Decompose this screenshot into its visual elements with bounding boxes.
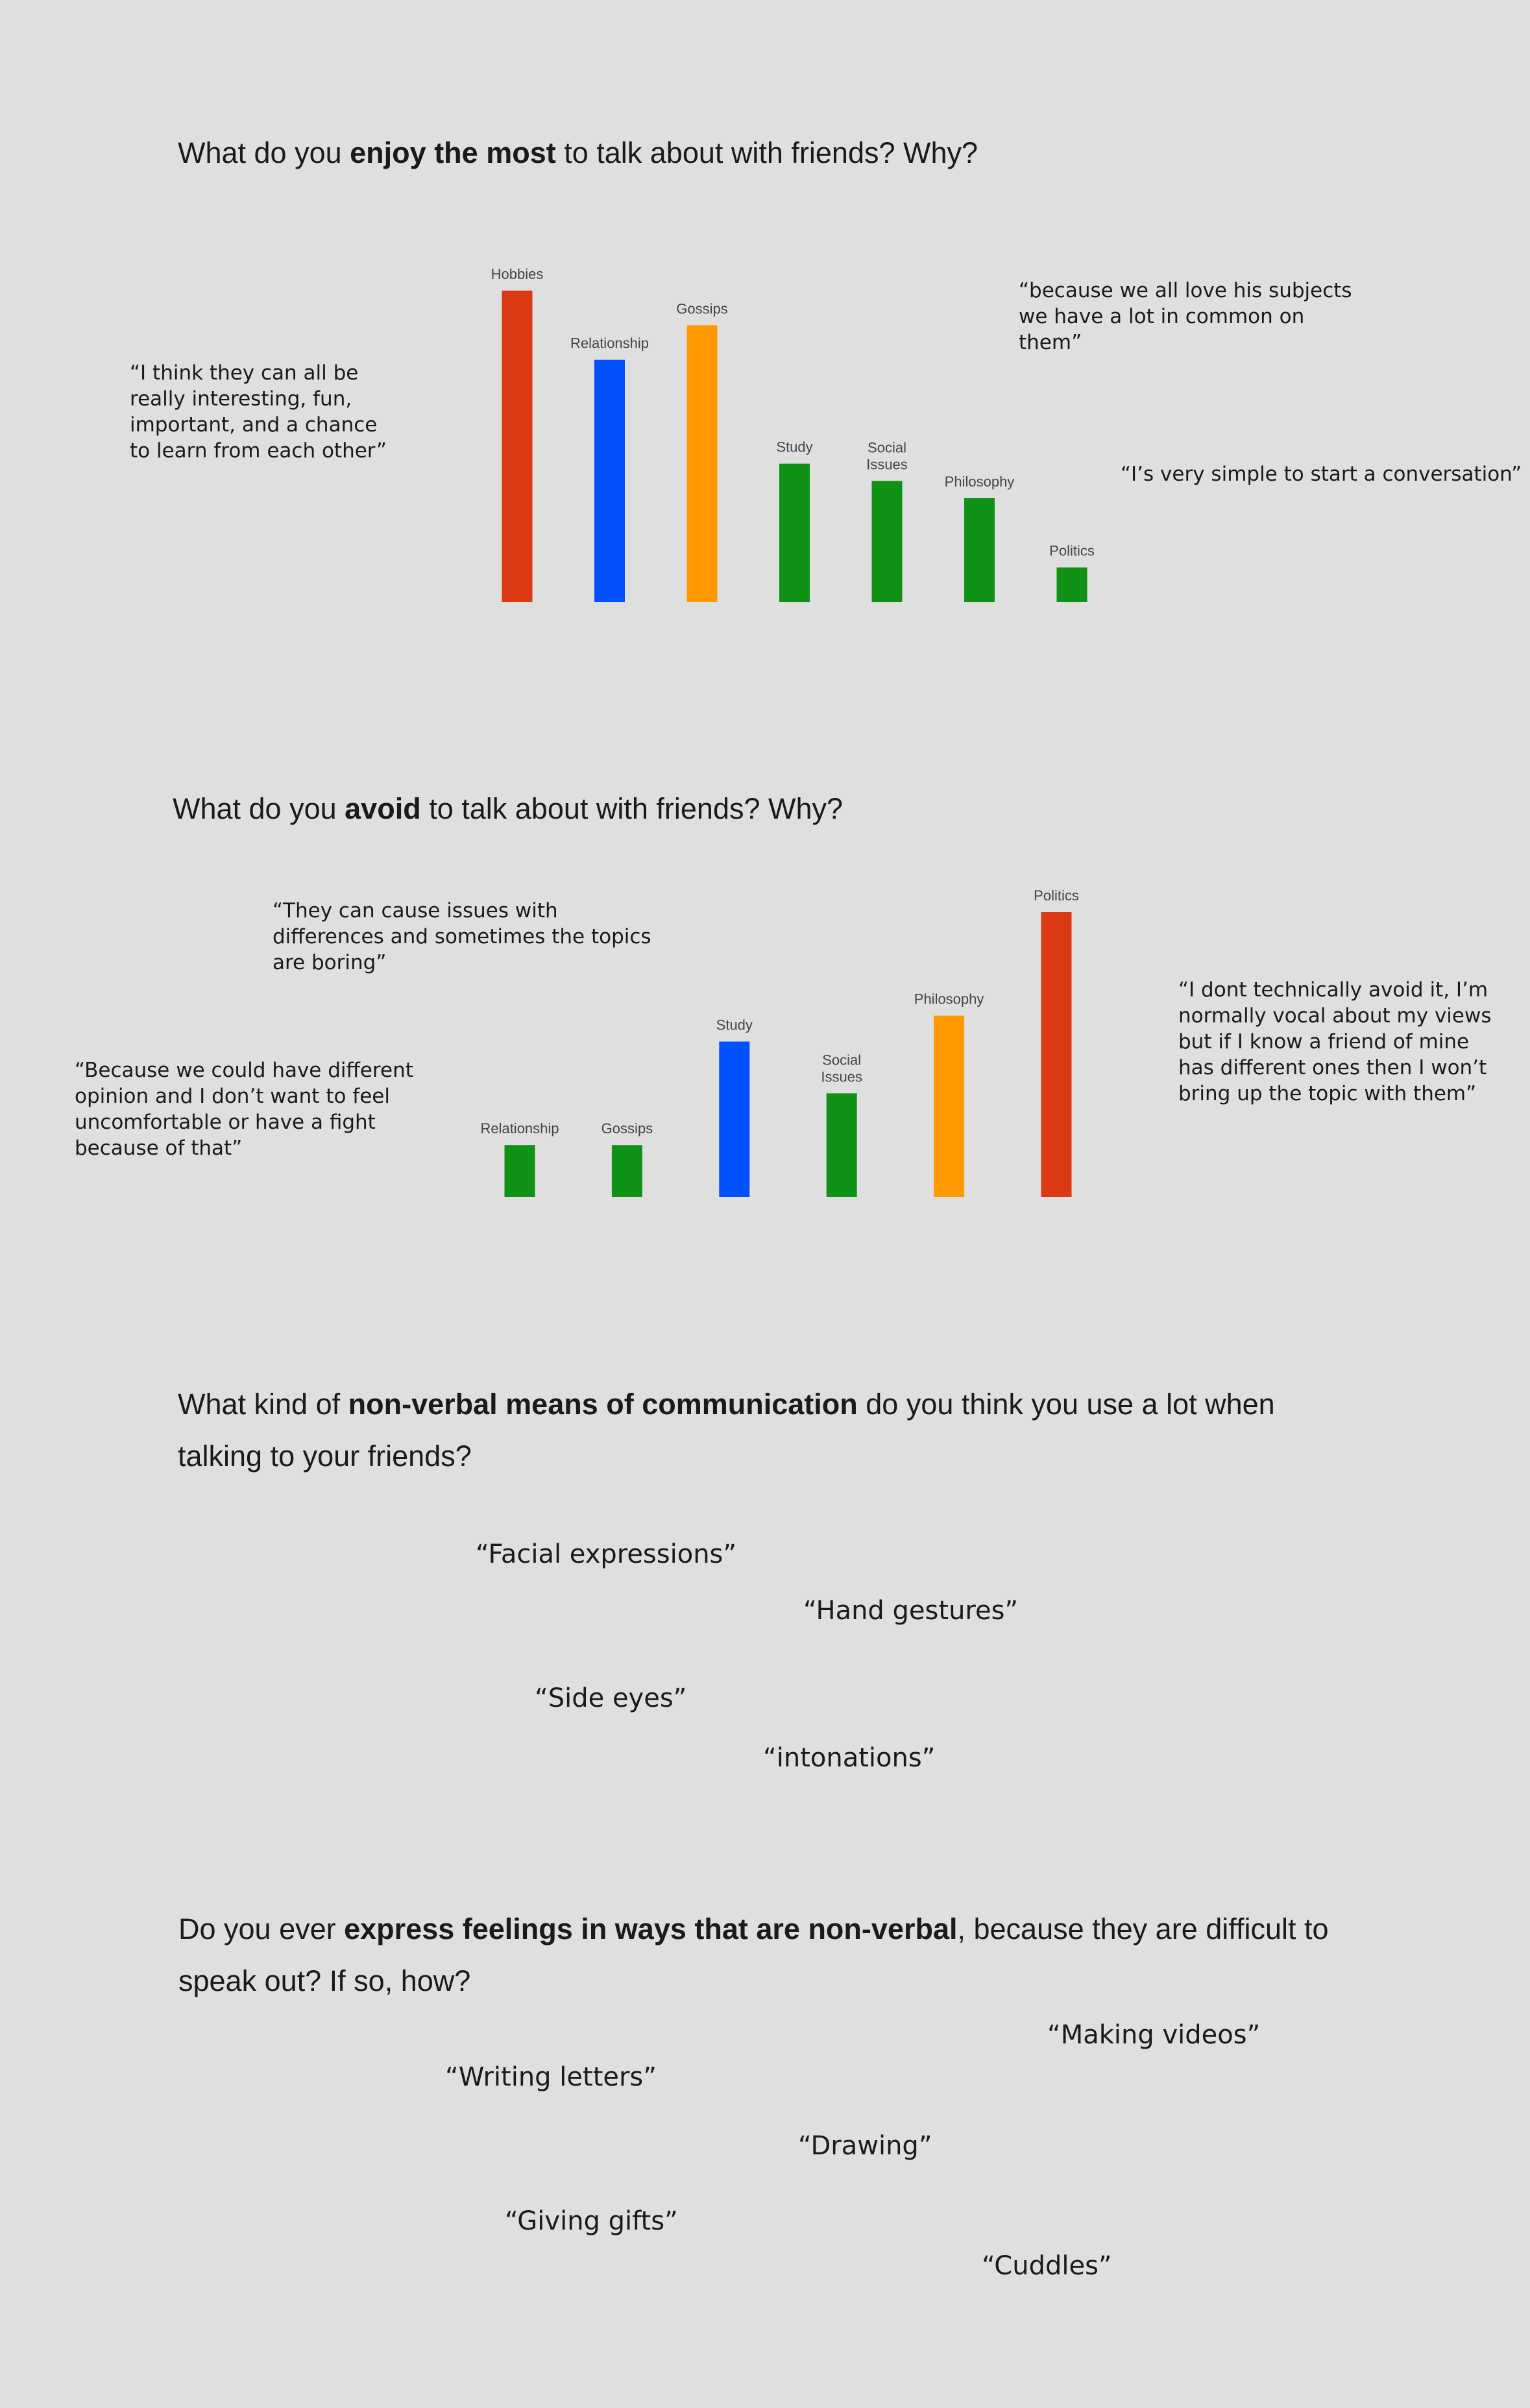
bar-label-study: Study [716, 1017, 753, 1033]
bar-label-gossips: Gossips [676, 300, 728, 317]
quote-different-opinion: “Because we could have different opinion and I don’t want to feel uncomfortable or have a fight because of that” [75, 1059, 413, 1160]
quote-interesting-fun: “I think they can all be really interesting, fun, important, and a chance to learn from each other” [130, 361, 387, 463]
bar-politics [1041, 912, 1072, 1197]
answer-hand-gestures: “Hand gestures” [803, 1596, 1019, 1626]
answer-cuddles: “Cuddles” [982, 2251, 1112, 2281]
bar-hobbies [502, 291, 533, 602]
answer-drawing: “Drawing” [798, 2131, 932, 2161]
bar-gossips [612, 1145, 642, 1197]
question-avoid: What do you avoid to talk about with friends? Why? [173, 792, 844, 825]
quote-simple-conversation: “I’s very simple to start a conversation” [1121, 463, 1522, 486]
bar-label-study: Study [776, 439, 813, 455]
answer-facial-expressions: “Facial expressions” [476, 1539, 737, 1569]
bar-label-relationship: Relationship [480, 1120, 559, 1137]
bar-philosophy [934, 1016, 964, 1197]
bar-study [719, 1042, 749, 1197]
bar-philosophy [964, 498, 995, 602]
bar-label-hobbies: Hobbies [491, 266, 544, 282]
quote-cause-issues: “They can cause issues with differences and sometimes the topics are boring” [273, 899, 651, 974]
question-non-verbal-means: What kind of non-verbal means of communication do you think you use a lot when talking to your friends? [178, 1388, 1275, 1473]
question-express-feelings: Do you ever express feelings in ways that are non-verbal, because they are difficult to speak out? If so, how? [178, 1912, 1329, 1997]
bar-relationship [505, 1145, 535, 1197]
bar-label-relationship: Relationship [570, 335, 650, 352]
bar-politics [1057, 568, 1087, 602]
quote-common-subjects: “because we all love his subjects we have a lot in common on them” [1019, 279, 1352, 354]
bar-label-social-issues: Social Issues [866, 439, 908, 473]
answer-intonations: “intonations” [763, 1743, 936, 1773]
bar-relationship [594, 360, 625, 602]
quote-vocal-views: “I dont technically avoid it, I’m normally vocal about my views but if I know a friend of mine has different ones then I won’t bring up the topic with them” [1178, 978, 1492, 1105]
answer-giving-gifts: “Giving gifts” [505, 2206, 678, 2236]
answer-making-videos: “Making videos” [1047, 2020, 1261, 2050]
bar-social-issues [872, 481, 903, 602]
bar-label-philosophy: Philosophy [944, 474, 1015, 490]
answer-writing-letters: “Writing letters” [445, 2062, 657, 2092]
answer-side-eyes: “Side eyes” [535, 1683, 687, 1713]
question-enjoy-most: What do you enjoy the most to talk about with friends? Why? [178, 136, 978, 169]
bar-social-issues [827, 1093, 857, 1197]
bar-gossips [687, 325, 718, 602]
bar-label-politics: Politics [1049, 542, 1095, 559]
bar-label-social-issues: Social Issues [821, 1052, 862, 1085]
bar-label-philosophy: Philosophy [914, 991, 984, 1007]
bar-label-gossips: Gossips [601, 1120, 653, 1137]
bar-label-politics: Politics [1034, 887, 1079, 904]
bar-study [779, 464, 810, 602]
